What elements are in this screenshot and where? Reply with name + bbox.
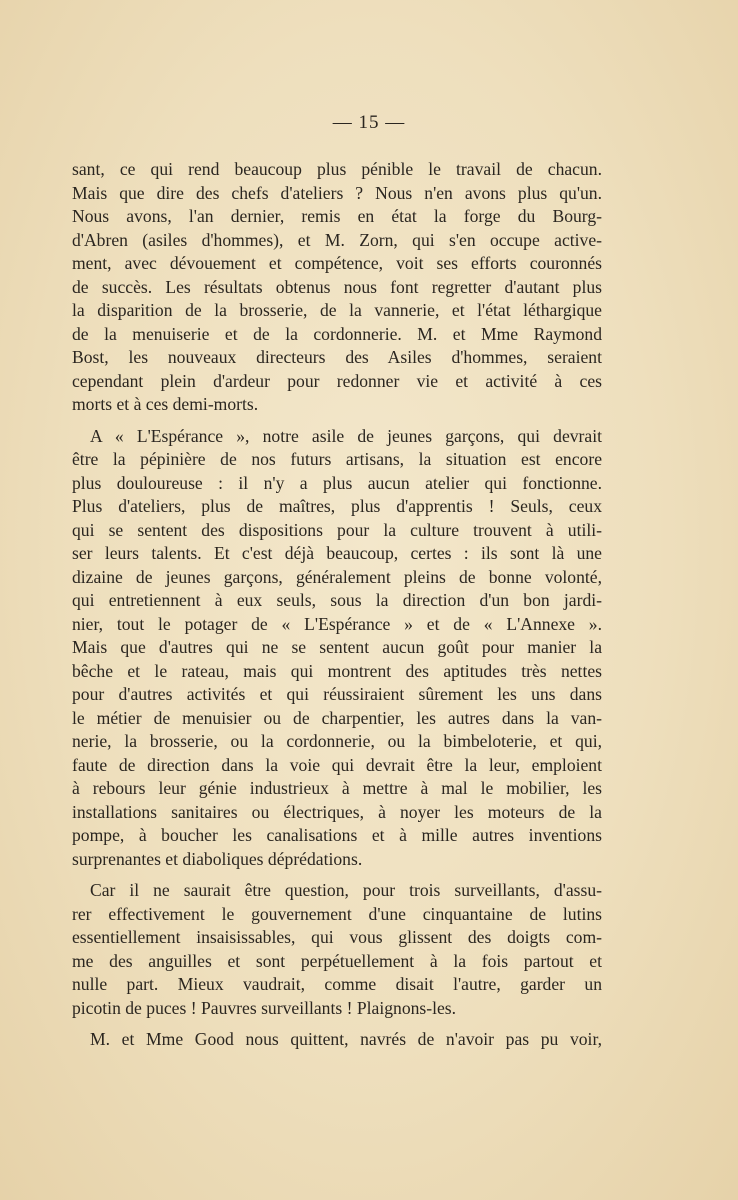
page-number: — 15 — bbox=[332, 112, 406, 133]
text-line: picotin de puces ! Pauvres surveillants ! Plaignons-les. bbox=[72, 997, 457, 1018]
text-line: surprenantes et diaboliques déprédations. bbox=[72, 848, 363, 869]
text-line: nulle part. Mieux vaudrait, comme disait l'autre, garder un bbox=[72, 974, 602, 994]
text-line: Mais que d'autres qui ne se sentent aucun goût pour manier la bbox=[72, 637, 602, 657]
paragraph-4 bbox=[72, 1028, 602, 1052]
text-line: nier, tout le potager de « L'Espérance » et de « L'Annexe ». bbox=[72, 613, 602, 634]
text-line: M. et Mme Good nous quittent, navrés de n'avoir pas pu voir, bbox=[90, 1029, 602, 1049]
text-line: Car il ne saurait être question, pour trois surveillants, d'assu- bbox=[90, 880, 602, 900]
text-line: qui se sentent des dispositions pour la culture trouvent à utili- bbox=[72, 519, 602, 540]
text-line: bêche et le rateau, mais qui montrent des aptitudes très nettes bbox=[72, 660, 602, 681]
text-line: Nous avons, l'an dernier, remis en état la forge du Bourg- bbox=[72, 206, 602, 226]
text-line: Bost, les nouveaux directeurs des Asiles d'hommes, seraient bbox=[72, 347, 602, 367]
text-line: pompe, à boucher les canalisations et à mille autres inventions bbox=[72, 825, 602, 845]
text-line: rer effectivement le gouvernement d'une cinquantaine de lutins bbox=[72, 903, 602, 924]
text-line: ser leurs talents. Et c'est déjà beaucoup, certes : ils sont là une bbox=[72, 543, 602, 563]
text-line: de succès. Les résultats obtenus nous font regretter d'autant plus bbox=[72, 276, 602, 297]
text-line: faute de direction dans la voie qui devrait être la leur, emploient bbox=[72, 754, 602, 775]
text-line: Plus d'ateliers, plus de maîtres, plus d'apprentis ! Seuls, ceux bbox=[72, 496, 602, 516]
body-text bbox=[72, 158, 602, 1060]
text-line: A « L'Espérance », notre asile de jeunes garçons, qui devrait bbox=[90, 425, 602, 446]
text-line: essentiellement insaisissables, qui vous glissent des doigts com- bbox=[72, 927, 602, 947]
text-line: dizaine de jeunes garçons, généralement pleins de bonne volonté, bbox=[72, 566, 602, 587]
text-line: à rebours leur génie industrieux à mettre à mal le mobilier, les bbox=[72, 778, 602, 798]
text-line: la disparition de la brosserie, de la vannerie, et l'état léthargique bbox=[72, 300, 602, 320]
text-line: plus douloureuse : il n'y a plus aucun atelier qui fonctionne. bbox=[72, 472, 602, 493]
text-line: de la menuiserie et de la cordonnerie. M. et Mme Raymond bbox=[72, 323, 602, 344]
text-line: ment, avec dévouement et compétence, voit ses efforts couronnés bbox=[72, 253, 602, 273]
text-line: qui entretiennent à eux seuls, sous la direction d'un bon jardi- bbox=[72, 590, 602, 610]
text-line: le métier de menuisier ou de charpentier, les autres dans la van- bbox=[72, 707, 602, 728]
paragraph-1 bbox=[72, 158, 602, 417]
paragraph-3 bbox=[72, 879, 602, 1020]
paragraph-2 bbox=[72, 425, 602, 872]
text-line: d'Abren (asiles d'hommes), et M. Zorn, qui s'en occupe active- bbox=[72, 229, 602, 250]
text-line: être la pépinière de nos futurs artisans, la situation est encore bbox=[72, 449, 602, 469]
text-line: sant, ce qui rend beaucoup plus pénible le travail de chacun. bbox=[72, 159, 602, 179]
text-line: cependant plein d'ardeur pour redonner vie et activité à ces bbox=[72, 370, 602, 391]
text-line: me des anguilles et sont perpétuellement à la fois partout et bbox=[72, 950, 602, 971]
text-line: installations sanitaires ou électriques, à noyer les moteurs de la bbox=[72, 801, 602, 822]
text-line: morts et à ces demi-morts. bbox=[72, 394, 259, 414]
text-line: pour d'autres activités et qui réussiraient sûrement les uns dans bbox=[72, 684, 602, 704]
text-line: nerie, la brosserie, ou la cordonnerie, ou la bimbeloterie, et qui, bbox=[72, 731, 602, 751]
text-line: Mais que dire des chefs d'ateliers ? Nous n'en avons plus qu'un. bbox=[72, 182, 602, 203]
